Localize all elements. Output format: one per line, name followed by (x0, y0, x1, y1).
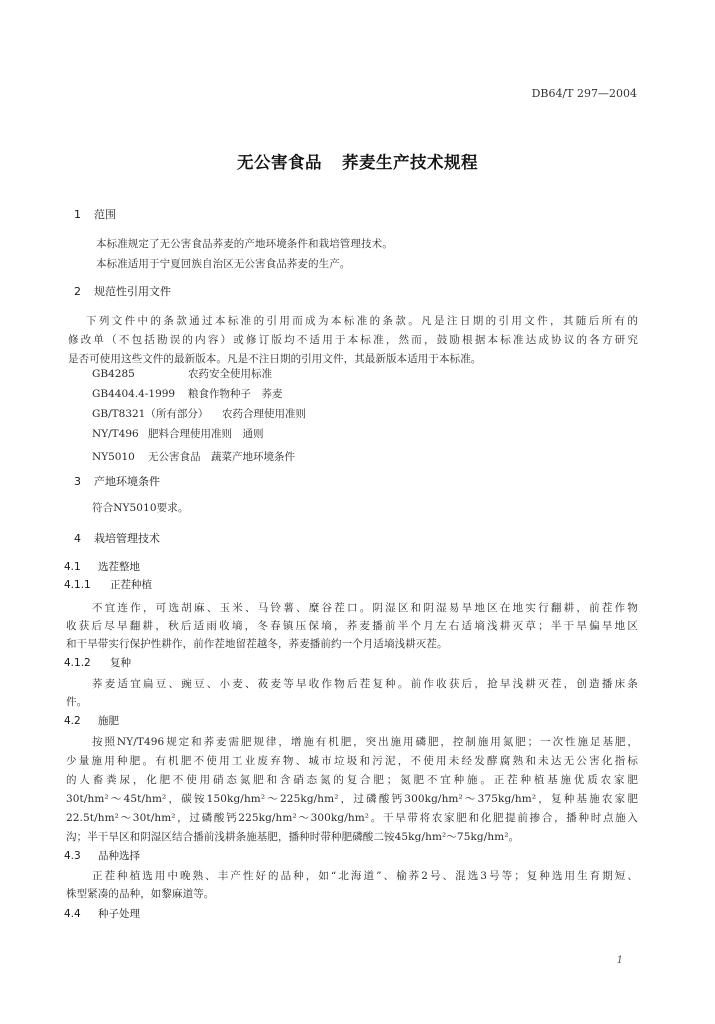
title-part-1: 无公害食品 (237, 153, 322, 172)
paragraph-line: 件。 (66, 696, 88, 708)
reference-item: GB/T8321（所有部分） 农药合理使用准则 (92, 408, 306, 420)
reference-item: GB4285 农药安全使用标准 (92, 368, 272, 380)
paragraph-line: 符合NY5010要求。 (92, 502, 189, 514)
standard-code: DB64/T 297—2004 (531, 87, 637, 100)
reference-item: NY/T496 肥料合理使用准则 通则 (92, 428, 264, 440)
paragraph-line: 和干旱带实行保护性耕作，前作茬地留茬越冬，荞麦播前约一个月适墒浅耕灭茬。 (66, 638, 448, 650)
paragraph-line: 下列文件中的条款通过本标准的引用而成为本标准的条款。凡是注日期的引用文件，其随后所有的 (86, 315, 638, 327)
section-1-heading: 1 范围 (74, 208, 116, 221)
section-3-heading: 3 产地环境条件 (74, 475, 160, 488)
paragraph-line: 株型紧凑的品种，如黎麻道等。 (66, 888, 215, 900)
subsection-4-3-heading: 4.3 品种选择 (64, 850, 140, 862)
paragraph-line: 按照NY/T496规定和荞麦需肥规律，增施有机肥，突出施用磷肥，控制施用氮肥；一次性施足基肥， (92, 736, 638, 748)
paragraph-line: 荞麦适宜扁豆、豌豆、小麦、莜麦等早收作物后茬复种。前作收获后，抢早浅耕灭茬，创造播床条 (92, 678, 638, 690)
paragraph-line: 是否可使用这些文件的最新版本。凡是不注日期的引用文件，其最新版本适用于本标准。 (68, 353, 482, 365)
subsection-4-1-heading: 4.1 选茬整地 (64, 561, 140, 573)
paragraph-line: 本标准规定了无公害食品荞麦的产地环境条件和栽培管理技术。 (96, 238, 393, 250)
page-number: 1 (616, 955, 623, 966)
paragraph-line: 收获后尽早翻耕，秋后适雨收墒，冬春镇压保墒，荞麦播前半个月左右适墒浅耕灭草；半干旱偏旱地区 (66, 620, 638, 632)
section-4-heading: 4 栽培管理技术 (74, 532, 160, 545)
paragraph-line: 22.5t/hm²～30t/hm²，过磷酸钙225kg/hm²～300kg/hm²。干旱带将农家肥和化肥提前掺合，播种时点施入 (66, 812, 638, 824)
page-title (0, 149, 715, 173)
paragraph-line: 少量施用种肥。有机肥不使用工业废弃物、城市垃圾和污泥，不使用未经发酵腐熟和未达无公害化指标 (66, 755, 638, 767)
reference-item: NY5010 无公害食品 蔬菜产地环境条件 (92, 451, 295, 463)
paragraph-line: 不宜连作，可选胡麻、玉米、马铃薯、糜谷茬口。阴湿区和阴湿易旱地区在地实行翻耕，前茬作物 (92, 602, 638, 614)
paragraph-line: 修改单（不包括勘误的内容）或修订版均不适用于本标准，然而，鼓励根据本标准达成协议的各方研究 (68, 334, 638, 346)
subsection-4-1-2-heading: 4.1.2 复种 (64, 657, 131, 669)
subsection-4-1-1-heading: 4.1.1 正茬种植 (64, 579, 152, 591)
paragraph-line: 正茬种植选用中晚熟、丰产性好的品种，如“北海道”、榆荞2号、混选3号等；复种选用生育期短、 (92, 870, 638, 882)
title-part-2: 荞麦生产技术规程 (342, 153, 478, 172)
reference-item: GB4404.4-1999 粮食作物种子 荞麦 (92, 388, 283, 400)
section-2-heading: 2 规范性引用文件 (74, 285, 171, 298)
paragraph-line: 本标准适用于宁夏回族自治区无公害食品荞麦的生产。 (96, 258, 351, 270)
paragraph-line: 沟；半干旱区和阴湿区结合播前浅耕条施基肥，播种时带种肥磷酸二铵45kg/hm²～75kg/hm²。 (66, 831, 520, 843)
subsection-4-2-heading: 4.2 施肥 (64, 715, 119, 727)
paragraph-line: 30t/hm²～45t/hm²，碳铵150kg/hm²～225kg/hm²，过磷酸钙300kg/hm²～375kg/hm²，复种基施农家肥 (66, 793, 638, 805)
subsection-4-4-heading: 4.4 种子处理 (64, 908, 140, 920)
paragraph-line: 的人畜粪尿，化肥不使用硝态氮肥和含硝态氮的复合肥；氮肥不宜种施。正茬种植基施优质农家肥 (66, 774, 638, 786)
